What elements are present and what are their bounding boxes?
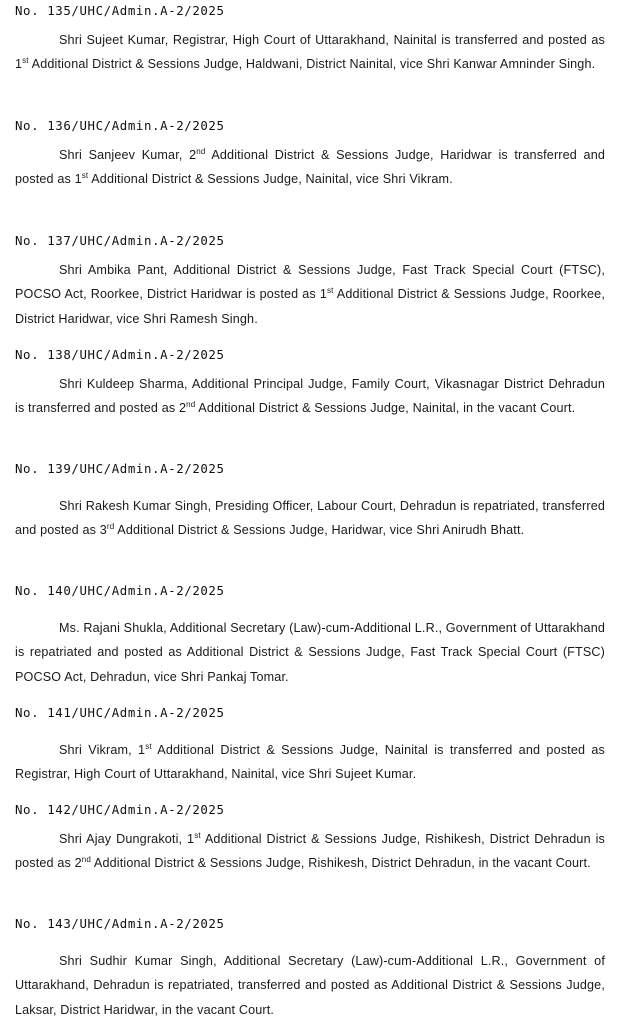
order-141 xyxy=(15,705,605,787)
order-text xyxy=(15,258,605,331)
order-text-part: Shri Ajay Dungrakoti, 1 xyxy=(59,832,195,846)
order-text xyxy=(15,372,605,421)
order-text xyxy=(15,949,605,1022)
ordinal-suffix: st xyxy=(327,286,334,296)
order-text-part: Shri Sujeet Kumar, Registrar, High Court of Uttarakhand, Nainital is transferred and posted as 1 xyxy=(15,33,605,72)
order-text-part: Additional District & Sessions Judge, Haldwani, District Nainital, vice Shri Kanwar Amninder Singh. xyxy=(28,57,596,72)
order-text xyxy=(15,616,605,689)
order-139 xyxy=(15,461,605,543)
ordinal-suffix: rd xyxy=(106,522,115,532)
order-number: No. 139/UHC/Admin.A-2/2025 xyxy=(15,461,225,476)
order-text-part: Shri Ambika Pant, Additional District & Sessions Judge, Fast Track Special Court (FTSC), POCSO Act, Roorkee, District Haridwar is posted as 1 xyxy=(15,263,605,302)
order-text-part: Shri Kuldeep Sharma, Additional Principal Judge, Family Court, Vikasnagar District Dehradun is transferred and posted as 2 xyxy=(15,377,605,416)
order-number: No. 138/UHC/Admin.A-2/2025 xyxy=(15,347,225,362)
order-text-part: Additional District & Sessions Judge, Rishikesh, District Dehradun, in the vacant Court. xyxy=(90,856,591,871)
order-137 xyxy=(15,233,605,331)
order-text-part: Additional District & Sessions Judge, Nainital is transferred and posted as Registrar, High Court of Uttarakhand, Nainital, vice Shri Sujeet Kumar. xyxy=(15,743,605,782)
order-number: No. 143/UHC/Admin.A-2/2025 xyxy=(15,916,225,931)
order-text-part: Shri Sudhir Kumar Singh, Additional Secretary (Law)-cum-Additional L.R., Government of Uttarakhand, Dehradun is repatriated, transferred and posted as Additional District & Sessions Judge, Laksar, District Haridwar, in the vacant Court. xyxy=(15,954,605,1017)
order-138 xyxy=(15,347,605,421)
order-text-part: Additional District & Sessions Judge, Roorkee, District Haridwar, vice Shri Ramesh Singh. xyxy=(15,287,605,326)
order-text xyxy=(15,494,605,543)
order-text-part: Additional District & Sessions Judge, Nainital, vice Shri Vikram. xyxy=(88,172,453,187)
ordinal-suffix: nd xyxy=(186,400,196,410)
order-number: No. 137/UHC/Admin.A-2/2025 xyxy=(15,233,225,248)
order-text-part: Ms. Rajani Shukla, Additional Secretary (Law)-cum-Additional L.R., Government of Uttarakhand is repatriated and posted as Additional District & Sessions Judge, Fast Track Special Court (FTSC) POCSO Act, Dehradun, vice Shri Pankaj Tomar. xyxy=(15,621,605,684)
ordinal-suffix: nd xyxy=(196,146,206,156)
ordinal-suffix: st xyxy=(145,741,152,751)
order-number: No. 142/UHC/Admin.A-2/2025 xyxy=(15,802,225,817)
order-140 xyxy=(15,583,605,689)
order-text-part: Shri Sanjeev Kumar, 2 xyxy=(59,148,197,162)
order-number: No. 141/UHC/Admin.A-2/2025 xyxy=(15,705,225,720)
order-text-part: Additional District & Sessions Judge, Rishikesh, District Dehradun is posted as 2 xyxy=(15,832,605,871)
order-136 xyxy=(15,118,605,192)
order-text xyxy=(15,738,605,787)
order-text-part: Shri Rakesh Kumar Singh, Presiding Officer, Labour Court, Dehradun is repatriated, transferred and posted as 3 xyxy=(15,499,605,538)
order-135 xyxy=(15,3,605,77)
order-text-part: Additional District & Sessions Judge, Haridwar, vice Shri Anirudh Bhatt. xyxy=(114,523,525,538)
order-number: No. 136/UHC/Admin.A-2/2025 xyxy=(15,118,225,133)
ordinal-suffix: nd xyxy=(81,855,91,865)
ordinal-suffix: st xyxy=(81,171,89,181)
order-text xyxy=(15,143,605,192)
order-number: No. 135/UHC/Admin.A-2/2025 xyxy=(15,3,225,18)
ordinal-suffix: st xyxy=(194,830,201,840)
order-text-part: Additional District & Sessions Judge, Nainital, in the vacant Court. xyxy=(195,401,576,416)
order-text xyxy=(15,28,605,77)
ordinal-suffix: st xyxy=(22,56,29,66)
order-text xyxy=(15,827,605,876)
order-143 xyxy=(15,916,605,1022)
order-text-part: Shri Vikram, 1 xyxy=(59,743,146,757)
order-number: No. 140/UHC/Admin.A-2/2025 xyxy=(15,583,225,598)
order-text-part: Additional District & Sessions Judge, Haridwar is transferred and posted as 1 xyxy=(15,148,605,187)
order-142 xyxy=(15,802,605,876)
